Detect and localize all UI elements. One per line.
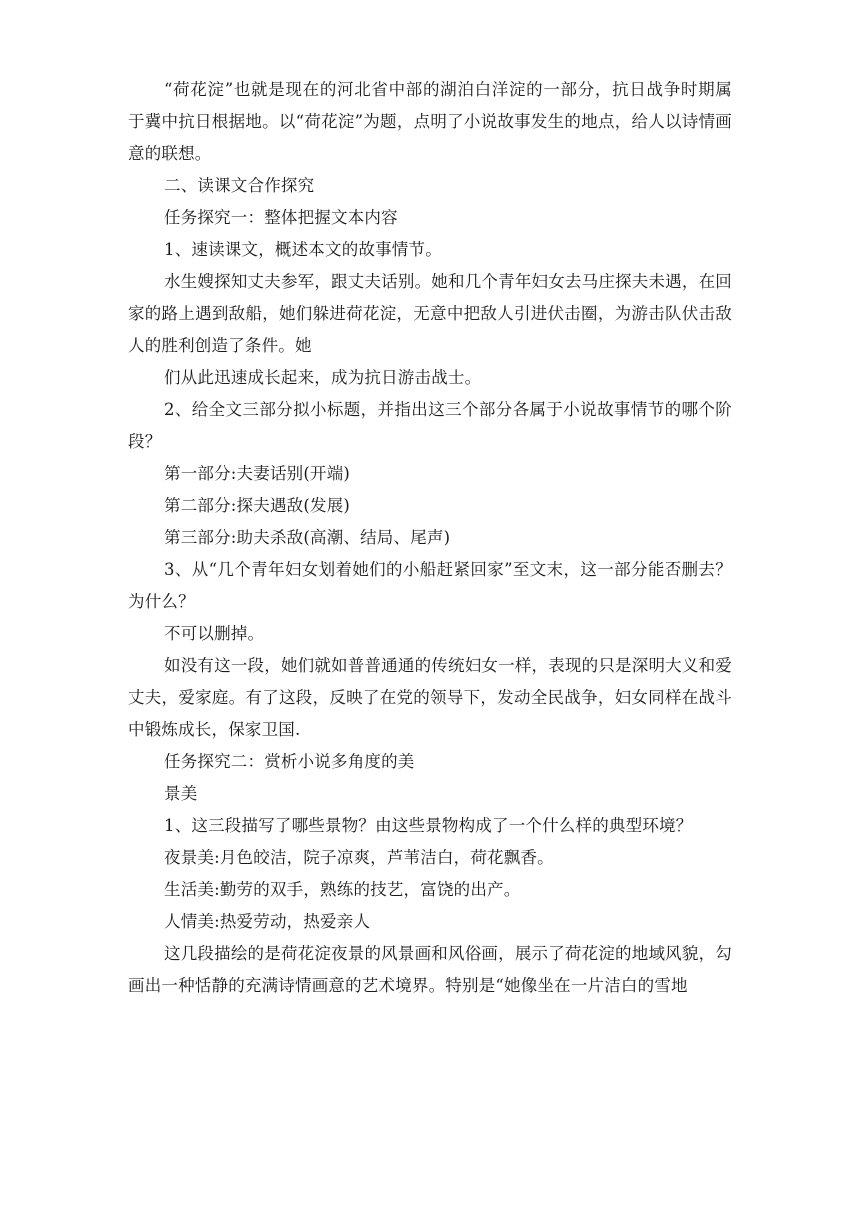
human-feeling-beauty: 人情美:热爱劳动，热爱亲人 bbox=[164, 912, 371, 931]
document-body bbox=[128, 74, 732, 1002]
scenery-question: 1、这三段描写了哪些景物？由这些景物构成了一个什么样的典型环境？ bbox=[164, 816, 693, 835]
life-beauty: 生活美:勤劳的双手，熟练的技艺，富饶的出产。 bbox=[164, 880, 521, 899]
task-heading-one: 任务探究一：整体把握文本内容 bbox=[164, 208, 398, 227]
task-heading-two: 任务探究二：赏析小说多角度的美 bbox=[164, 752, 415, 771]
answer-explanation: 如没有这一段，她们就如普普通通的传统妇女一样，表现的只是深明大义和爱丈夫，爱家庭。有了这段，反映了在党的领导下，发动全民战争，妇女同样在战斗中锻炼成长，保家卫国. bbox=[128, 656, 732, 739]
question-one: 1、速读课文，概述本文的故事情节。 bbox=[164, 240, 442, 259]
part-two-heading: 第二部分:探夫遇敌(发展) bbox=[164, 496, 351, 515]
subheading-scenery: 景美 bbox=[164, 784, 198, 803]
question-two: 2、给全文三部分拟小标题，并指出这三个部分各属于小说故事情节的哪个阶段？ bbox=[128, 400, 732, 451]
answer-cannot-delete: 不可以删掉。 bbox=[164, 624, 265, 643]
paragraph-title-explanation: “荷花淀”也就是现在的河北省中部的湖泊白洋淀的一部分，抗日战争时期属于冀中抗日根据地。以“荷花淀”为题，点明了小说故事发生的地点，给人以诗情画意的联想。 bbox=[128, 80, 732, 163]
part-three-heading: 第三部分:助夫杀敌(高潮、结局、尾声) bbox=[164, 528, 451, 547]
section-heading-read-explore: 二、读课文合作探究 bbox=[164, 176, 315, 195]
answer-plot-summary: 水生嫂探知丈夫参军，跟丈夫话别。她和几个青年妇女去马庄探夫未遇，在回家的路上遇到敌船，她们躲进荷花淀，无意中把敌人引进伏击圈，为游击队伏击敌人的胜利创造了条件。她 bbox=[128, 272, 732, 355]
question-three: 3、从“几个青年妇女划着她们的小船赶紧回家”至文末，这一部分能否删去？为什么？ bbox=[128, 560, 732, 611]
part-one-heading: 第一部分:夫妻话别(开端) bbox=[164, 464, 351, 483]
answer-plot-summary-continued: 们从此迅速成长起来，成为抗日游击战士。 bbox=[164, 368, 482, 387]
night-scene-beauty: 夜景美:月色皎洁，院子凉爽，芦苇洁白，荷花飘香。 bbox=[164, 848, 554, 867]
scenery-analysis: 这几段描绘的是荷花淀夜景的风景画和风俗画，展示了荷花淀的地域风貌，勾画出一种恬静的充满诗情画意的艺术境界。特别是“她像坐在一片洁白的雪地 bbox=[128, 944, 732, 995]
